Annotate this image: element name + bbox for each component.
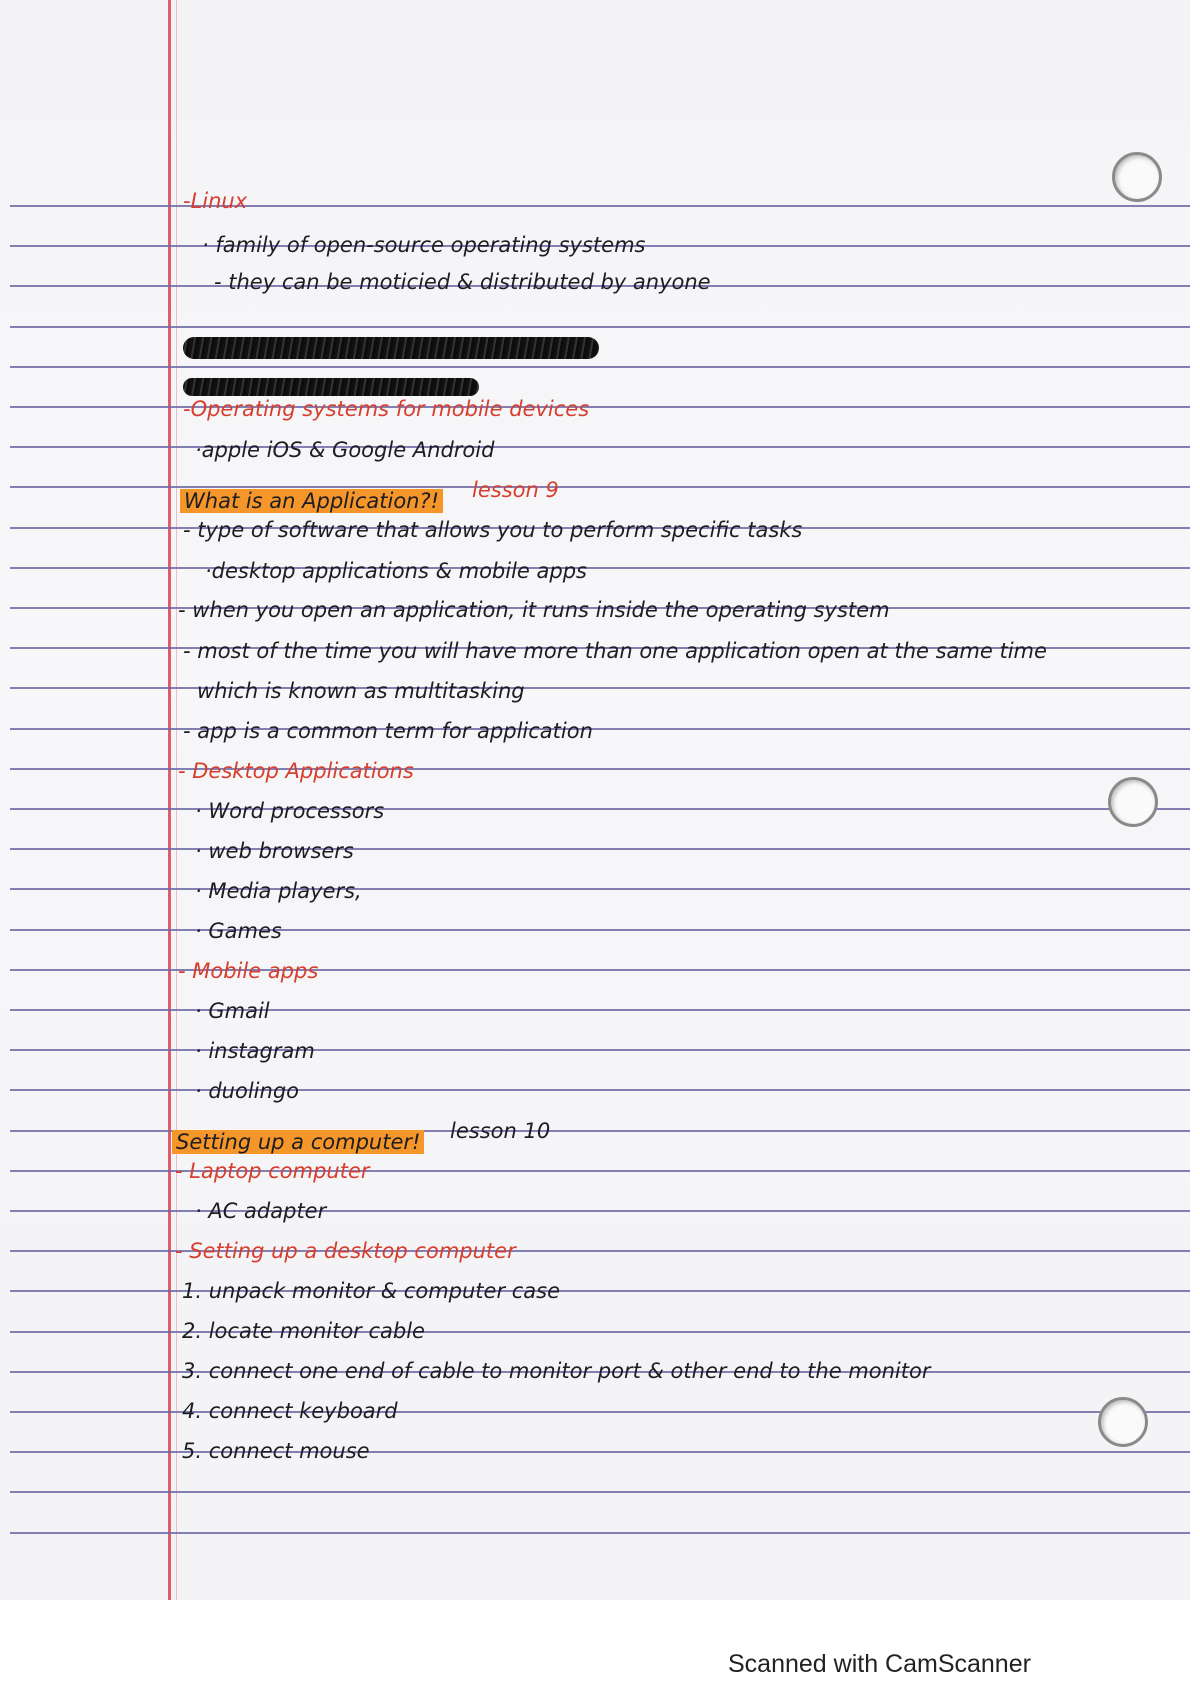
ruled-line [10, 567, 1190, 569]
highlight-marker: Setting up a computer! [172, 1130, 424, 1154]
binder-hole-top [1112, 152, 1162, 202]
note-lesson10-label: lesson 10 [450, 1119, 551, 1143]
note-games: · Games [195, 919, 282, 943]
scanner-watermark: Scanned with CamScanner [728, 1650, 1031, 1678]
highlight-what-is-application [180, 489, 443, 513]
ruled-line [10, 446, 1190, 448]
ruled-line [10, 808, 1190, 810]
note-app-runs: - when you open an application, it runs inside the operating system [178, 598, 890, 622]
note-linux-modified: - they can be moticied & distributed by anyone [214, 270, 711, 294]
margin-line-inner [176, 0, 177, 1600]
note-ac-adapter: · AC adapter [195, 1199, 327, 1223]
note-web-browsers: · web browsers [195, 839, 354, 863]
note-linux: -Linux [183, 189, 248, 213]
note-app-term: - app is a common term for application [183, 719, 593, 743]
note-mobile-os-examples: ·apple iOS & Google Android [195, 438, 495, 462]
note-laptop-computer: - Laptop computer [175, 1159, 370, 1183]
binder-hole-middle [1108, 777, 1158, 827]
note-step5: 5. connect mouse [182, 1439, 370, 1463]
ruled-line [10, 1491, 1190, 1493]
note-app-multi-1: - most of the time you will have more than one application open at the same time [183, 639, 1047, 663]
note-app-def-1: - type of software that allows you to perform specific tasks [183, 518, 803, 542]
note-mobile-os-heading: -Operating systems for mobile devices [183, 397, 590, 421]
scribbled-out-text-1 [183, 337, 599, 359]
ruled-line [10, 1532, 1190, 1534]
note-step4: 4. connect keyboard [182, 1399, 398, 1423]
ruled-line [10, 1009, 1190, 1011]
ruled-line [10, 1210, 1190, 1212]
ruled-line [10, 888, 1190, 890]
binder-hole-bottom [1098, 1397, 1148, 1447]
note-desktop-apps: - Desktop Applications [178, 759, 414, 783]
note-duolingo: · duolingo [195, 1079, 299, 1103]
note-gmail: · Gmail [195, 999, 270, 1023]
ruled-line [10, 1049, 1190, 1051]
note-lesson9-label: lesson 9 [472, 478, 559, 502]
ruled-line [10, 687, 1190, 689]
margin-line [168, 0, 171, 1600]
note-setting-desktop: - Setting up a desktop computer [175, 1239, 516, 1263]
highlight-setting-up-computer [172, 1130, 424, 1154]
note-step3: 3. connect one end of cable to monitor port & other end to the monitor [182, 1359, 931, 1383]
ruled-line [10, 326, 1190, 328]
note-media-players: · Media players, [195, 879, 362, 903]
highlight-marker: What is an Application?! [180, 489, 443, 513]
ruled-line [10, 929, 1190, 931]
note-linux-family: · family of open-source operating systems [202, 233, 646, 257]
note-app-multi-2: which is known as multitasking [197, 679, 525, 703]
note-step2: 2. locate monitor cable [182, 1319, 425, 1343]
ruled-line [10, 848, 1190, 850]
note-instagram: · instagram [195, 1039, 315, 1063]
ruled-line [10, 366, 1190, 368]
note-app-def-2: ·desktop applications & mobile apps [205, 559, 587, 583]
note-word-processors: · Word processors [195, 799, 385, 823]
ruled-line [10, 1089, 1190, 1091]
note-mobile-apps: - Mobile apps [178, 959, 319, 983]
scribbled-out-text-2 [183, 378, 479, 396]
note-step1: 1. unpack monitor & computer case [182, 1279, 561, 1303]
